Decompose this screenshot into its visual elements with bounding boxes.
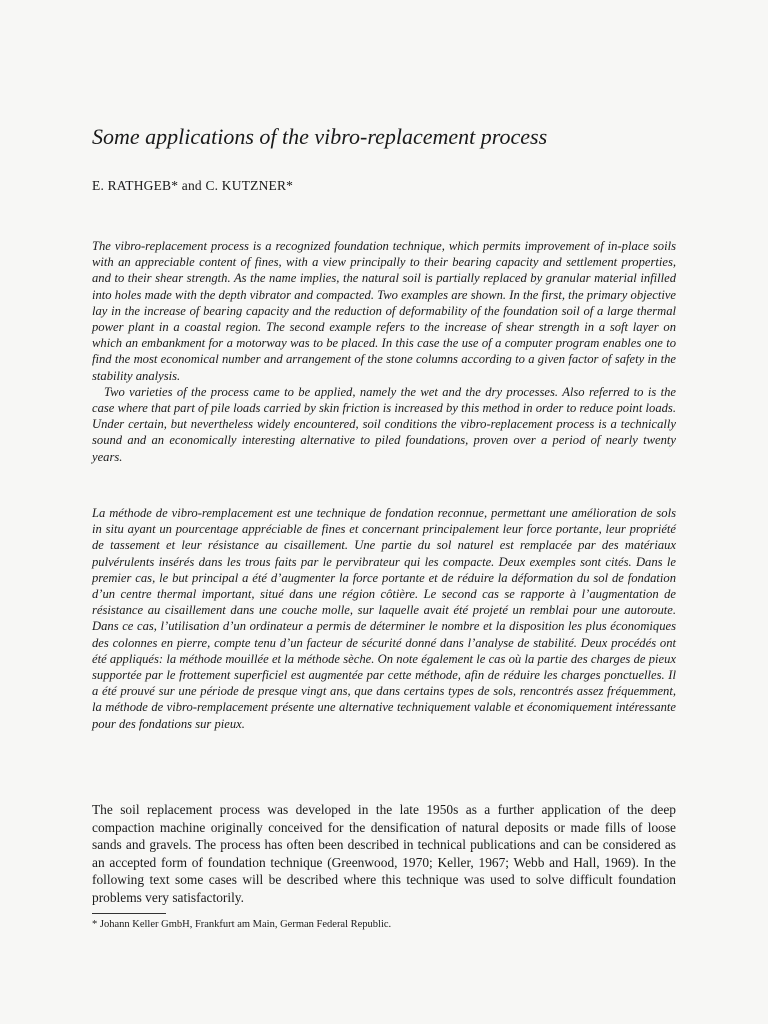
footnote-divider <box>92 913 166 914</box>
body-paragraph: The soil replacement process was developed in the late 1950s as a further application of the deep compaction machine originally conceived for the densification of natural deposits or made fills of loose sands and gravels. The process has often been described in technical publications and can be considered as an accepted form of foundation technique (Greenwood, 1970; Keller, 1967; Webb and Hall, 1969). In the following text some cases will be described where this technique was used to solve difficult foundation problems very satisfactorily. <box>92 802 676 905</box>
abstract-french-paragraph: La méthode de vibro-remplacement est une technique de fondation reconnue, permettant une amélioration de sols in situ ayant un pourcentage appréciable de fines et concernant principalement leur force portante, leur propriété de tassement et leur résistance au cisaillement. Une partie du sol naturel est remplacée par des matériaux pulvérulents insérés dans les trous faits par le pervibrateur qui les compacte. Deux exemples sont cités. Dans le premier cas, le but principal a été d’augmenter la force portante et de réduire la déformation du sol de fondation d’un centre thermal important, situé dans une région côtière. Le second cas se rapporte à l’augmentation de résistance au cisaillement dans une couche molle, sur laquelle avait été projeté un remblai pour une autoroute. Dans ce cas, l’utilisation d’un ordinateur a permis de déterminer le nombre et la disposition les plus économiques des colonnes en pierre, compte tenu d’un facteur de sécurité donné dans l’analyse de stabilité. Deux procédés ont été appliqués: la méthode mouillée et la méthode sèche. On note également le cas où la partie des charges de pieux supportée par le frottement superficiel est augmentée par cette méthode, afin de réduire les charges ponctuelles. Il a été prouvé sur une période de presque vingt ans, que dans certains types de sols, rencontrés assez fréquemment, la méthode de vibro-remplacement présente une alternative techniquement valable et économiquement intéressante pour des fondations sur pieux. <box>92 506 676 731</box>
author-affiliation-footnote: * Johann Keller GmbH, Frankfurt am Main, German Federal Republic. <box>92 919 392 930</box>
abstract-english-paragraph: The vibro-replacement process is a recognized foundation technique, which permits improvement of in-place soils with an appreciable content of fines, with a view principally to their bearing capacity and settlement properties, and to their shear strength. As the name implies, the natural soil is partially replaced by granular material infilled into holes made with the depth vibrator and compacted. Two examples are shown. In the first, the primary objective lay in the increase of bearing capacity and the reduction of deformability of the foundation soil of a large thermal power plant in a coastal region. The second example refers to the increase of shear strength in a soft layer on which an embankment for a motorway was to be placed. In this case the use of a computer program enables one to find the most economical number and arrangement of the stone columns according to a given factor of safety in the stability analysis. <box>92 239 676 383</box>
abstract-english-paragraph: Two varieties of the process came to be applied, namely the wet and the dry processes. Also referred to is the case where that part of pile loads carried by skin friction is increased by this method in order to reduce point loads. Under certain, but nevertheless widely encountered, soil conditions the vibro-replacement process is a technically sound and an economically interesting alternative to piled foundations, proven over a period of nearly twenty years. <box>92 384 676 464</box>
authors-line: E. RATHGEB* and C. KUTZNER* <box>92 178 294 193</box>
abstract-english <box>92 238 676 465</box>
paper-title: Some applications of the vibro-replacement process <box>92 124 548 149</box>
abstract-french <box>92 505 676 732</box>
